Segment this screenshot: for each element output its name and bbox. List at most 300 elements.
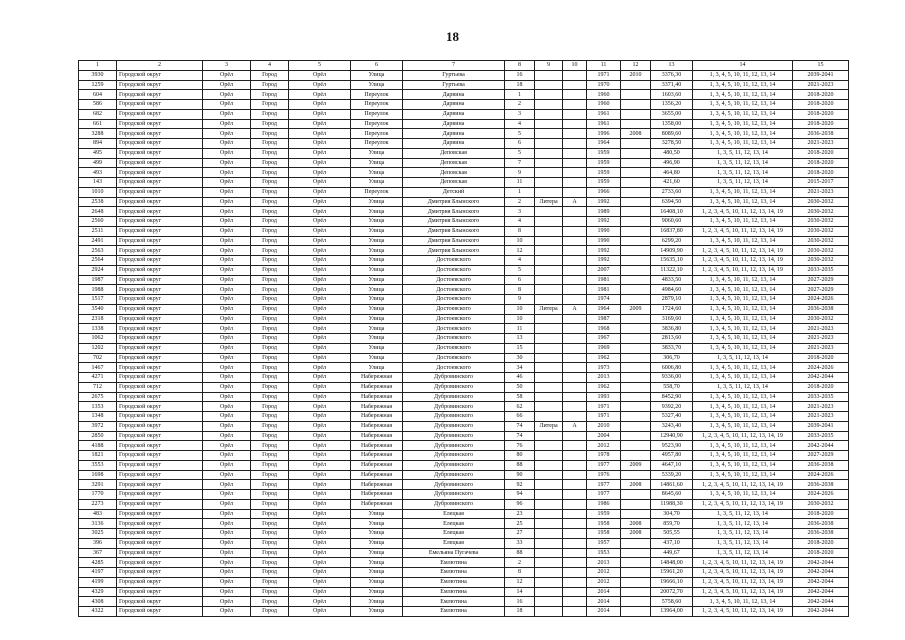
municipality-type-cell: Городской округ xyxy=(117,363,203,373)
municipality-cell: Орёл xyxy=(203,285,251,295)
letter-cell xyxy=(563,460,587,470)
letter-type-cell xyxy=(535,597,563,607)
repair-year-cell xyxy=(621,119,651,129)
street-name-cell: Детский xyxy=(403,187,505,197)
repair-period-cell: 2021-2023 xyxy=(793,80,849,90)
letter-type-cell xyxy=(535,519,563,529)
table-row xyxy=(79,460,849,470)
work-types-cell: 1, 2, 3, 4, 5, 10, 11, 12, 13, 14, 19 xyxy=(693,480,793,490)
letter-cell xyxy=(563,490,587,500)
build-year-cell: 1959 xyxy=(587,509,621,519)
repair-year-cell xyxy=(621,421,651,431)
repair-year-cell xyxy=(621,314,651,324)
record-id-cell: 586 xyxy=(79,100,117,110)
settlement-type-cell: Город xyxy=(251,119,289,129)
work-types-cell: 1, 3, 4, 5, 10, 11, 12, 13, 14 xyxy=(693,334,793,344)
street-name-cell: Емельяна Пугачева xyxy=(403,548,505,558)
letter-cell xyxy=(563,148,587,158)
work-types-cell: 1, 2, 3, 4, 5, 10, 11, 12, 13, 14, 19 xyxy=(693,207,793,217)
street-name-cell: Дарвина xyxy=(403,90,505,100)
street-type-cell: Улица xyxy=(351,256,403,266)
street-type-cell: Улица xyxy=(351,178,403,188)
house-number-cell: 74 xyxy=(505,421,535,431)
build-year-cell: 1992 xyxy=(587,197,621,207)
letter-cell xyxy=(563,509,587,519)
house-number-cell: 10 xyxy=(505,236,535,246)
work-types-cell: 1, 3, 4, 5, 10, 11, 12, 13, 14 xyxy=(693,80,793,90)
table-row xyxy=(79,70,849,80)
repair-year-cell xyxy=(621,109,651,119)
settlement-cell: Орёл xyxy=(289,568,351,578)
letter-cell xyxy=(563,70,587,80)
repair-period-cell: 2018-2020 xyxy=(793,100,849,110)
municipality-cell: Орёл xyxy=(203,275,251,285)
letter-type-cell xyxy=(535,148,563,158)
record-id-cell: 1010 xyxy=(79,187,117,197)
total-area-cell: 2733,60 xyxy=(651,187,693,197)
letter-cell xyxy=(563,519,587,529)
table-row xyxy=(79,577,849,587)
street-type-cell: Улица xyxy=(351,168,403,178)
municipality-type-cell: Городской округ xyxy=(117,509,203,519)
municipality-header: 3 xyxy=(203,61,251,71)
build-year-cell: 1961 xyxy=(587,109,621,119)
letter-type-cell xyxy=(535,373,563,383)
total-area-cell: 4833,50 xyxy=(651,275,693,285)
settlement-type-cell: Город xyxy=(251,148,289,158)
build-year-cell: 2014 xyxy=(587,597,621,607)
table-row xyxy=(79,285,849,295)
repair-period-cell: 2030-2032 xyxy=(793,236,849,246)
letter-type-cell xyxy=(535,324,563,334)
build-year-cell: 2012 xyxy=(587,577,621,587)
record-id-cell: 2538 xyxy=(79,197,117,207)
repair-year-cell xyxy=(621,139,651,149)
table-row xyxy=(79,480,849,490)
municipality-type-cell: Городской округ xyxy=(117,197,203,207)
build-year-cell: 1973 xyxy=(587,363,621,373)
settlement-cell: Орёл xyxy=(289,499,351,509)
street-name-cell: Дмитрия Блынского xyxy=(403,207,505,217)
repair-period-header: 15 xyxy=(793,61,849,71)
table-row xyxy=(79,490,849,500)
work-types-cell: 1, 3, 4, 5, 10, 11, 12, 13, 14 xyxy=(693,597,793,607)
table-row xyxy=(79,207,849,217)
repair-year-cell xyxy=(621,246,651,256)
street-name-cell: Дубровинского xyxy=(403,480,505,490)
work-types-cell: 1, 3, 5, 11, 12, 13, 14 xyxy=(693,353,793,363)
work-types-cell: 1, 3, 5, 11, 12, 13, 14 xyxy=(693,168,793,178)
street-type-cell: Улица xyxy=(351,217,403,227)
table-row xyxy=(79,363,849,373)
settlement-type-header: 4 xyxy=(251,61,289,71)
street-name-cell: Достоевского xyxy=(403,275,505,285)
total-area-cell: 306,70 xyxy=(651,353,693,363)
street-name-cell: Дмитрия Блынского xyxy=(403,217,505,227)
total-area-cell: 12940,90 xyxy=(651,431,693,441)
table-row xyxy=(79,324,849,334)
record-id-cell: 1202 xyxy=(79,343,117,353)
work-types-cell: 1, 3, 4, 5, 10, 11, 12, 13, 14 xyxy=(693,324,793,334)
build-year-cell: 1962 xyxy=(587,382,621,392)
municipality-type-cell: Городской округ xyxy=(117,538,203,548)
build-year-cell: 1989 xyxy=(587,207,621,217)
repair-year-cell xyxy=(621,451,651,461)
total-area-cell: 5327,40 xyxy=(651,412,693,422)
letter-cell xyxy=(563,109,587,119)
total-area-cell: 6299,20 xyxy=(651,236,693,246)
municipality-type-cell: Городской округ xyxy=(117,548,203,558)
table-row xyxy=(79,431,849,441)
settlement-cell: Орёл xyxy=(289,226,351,236)
total-area-cell: 2813,60 xyxy=(651,334,693,344)
letter-cell xyxy=(563,529,587,539)
municipality-cell: Орёл xyxy=(203,470,251,480)
settlement-type-cell: Город xyxy=(251,431,289,441)
street-type-cell: Набережная xyxy=(351,373,403,383)
repair-year-cell: 2008 xyxy=(621,529,651,539)
street-name-cell: Дубровинского xyxy=(403,460,505,470)
record-id-cell: 3553 xyxy=(79,460,117,470)
work-types-cell: 1, 2, 3, 4, 5, 10, 11, 12, 13, 14, 19 xyxy=(693,246,793,256)
letter-type-cell xyxy=(535,285,563,295)
street-type-cell: Набережная xyxy=(351,451,403,461)
build-year-cell: 1964 xyxy=(587,139,621,149)
letter-cell xyxy=(563,577,587,587)
settlement-type-cell: Город xyxy=(251,490,289,500)
letter-type-cell xyxy=(535,382,563,392)
street-name-cell: Дмитрия Блынского xyxy=(403,236,505,246)
settlement-cell: Орёл xyxy=(289,587,351,597)
letter-type-cell xyxy=(535,275,563,285)
settlement-cell: Орёл xyxy=(289,100,351,110)
municipality-type-cell: Городской округ xyxy=(117,480,203,490)
total-area-cell: 1358,00 xyxy=(651,119,693,129)
record-id-cell: 894 xyxy=(79,139,117,149)
municipality-cell: Орёл xyxy=(203,490,251,500)
build-year-cell: 1969 xyxy=(587,343,621,353)
build-year-cell: 1977 xyxy=(587,480,621,490)
repair-year-cell xyxy=(621,509,651,519)
total-area-cell: 15961,20 xyxy=(651,568,693,578)
house-number-cell: 11 xyxy=(505,178,535,188)
house-number-cell: 14 xyxy=(505,587,535,597)
municipality-type-cell: Городской округ xyxy=(117,412,203,422)
total-area-cell: 6394,50 xyxy=(651,197,693,207)
settlement-cell: Орёл xyxy=(289,343,351,353)
street-name-cell: Дарвина xyxy=(403,100,505,110)
street-name-cell: Елецкая xyxy=(403,509,505,519)
settlement-cell: Орёл xyxy=(289,256,351,266)
settlement-cell: Орёл xyxy=(289,558,351,568)
table-row xyxy=(79,343,849,353)
build-year-cell: 1990 xyxy=(587,226,621,236)
municipality-type-cell: Городской округ xyxy=(117,80,203,90)
municipality-cell: Орёл xyxy=(203,529,251,539)
table-row xyxy=(79,587,849,597)
total-area-cell: 16837,80 xyxy=(651,226,693,236)
settlement-type-cell: Город xyxy=(251,519,289,529)
build-year-cell: 2014 xyxy=(587,607,621,617)
street-type-cell: Набережная xyxy=(351,402,403,412)
record-id-cell: 483 xyxy=(79,509,117,519)
letter-cell xyxy=(563,129,587,139)
municipality-type-cell: Городской округ xyxy=(117,382,203,392)
record-id-cell: 2273 xyxy=(79,499,117,509)
letter-type-cell xyxy=(535,441,563,451)
build-year-cell: 1964 xyxy=(587,304,621,314)
street-type-cell: Улица xyxy=(351,70,403,80)
repair-period-cell: 2042-2044 xyxy=(793,441,849,451)
repair-period-cell: 2042-2044 xyxy=(793,568,849,578)
settlement-type-cell: Город xyxy=(251,392,289,402)
repair-period-cell: 2018-2020 xyxy=(793,148,849,158)
municipality-cell: Орёл xyxy=(203,402,251,412)
repair-year-cell xyxy=(621,256,651,266)
repair-period-cell: 2027-2029 xyxy=(793,451,849,461)
build-year-cell: 2010 xyxy=(587,421,621,431)
table-row xyxy=(79,178,849,188)
work-types-cell: 1, 3, 4, 5, 10, 11, 12, 13, 14 xyxy=(693,236,793,246)
letter-type-cell xyxy=(535,256,563,266)
build-year-cell: 2013 xyxy=(587,558,621,568)
street-type-cell: Улица xyxy=(351,568,403,578)
settlement-cell: Орёл xyxy=(289,207,351,217)
letter-cell xyxy=(563,499,587,509)
street-name-cell: Дарвина xyxy=(403,139,505,149)
municipality-type-cell: Городской округ xyxy=(117,226,203,236)
municipality-type-cell: Городской округ xyxy=(117,373,203,383)
street-type-cell: Набережная xyxy=(351,470,403,480)
work-types-cell: 1, 3, 5, 11, 12, 13, 14 xyxy=(693,158,793,168)
municipality-cell: Орёл xyxy=(203,324,251,334)
municipality-type-cell: Городской округ xyxy=(117,460,203,470)
street-type-cell: Улица xyxy=(351,304,403,314)
work-types-cell: 1, 3, 4, 5, 10, 11, 12, 13, 14 xyxy=(693,363,793,373)
letter-cell xyxy=(563,324,587,334)
table-row xyxy=(79,119,849,129)
municipality-type-cell: Городской округ xyxy=(117,158,203,168)
total-area-cell: 11988,30 xyxy=(651,499,693,509)
letter-cell xyxy=(563,451,587,461)
total-area-cell: 304,70 xyxy=(651,509,693,519)
build-year-cell: 1974 xyxy=(587,295,621,305)
street-type-cell: Набережная xyxy=(351,431,403,441)
record-id-cell: 1988 xyxy=(79,285,117,295)
total-area-cell: 1356,20 xyxy=(651,100,693,110)
build-year-cell: 1959 xyxy=(587,178,621,188)
settlement-type-cell: Город xyxy=(251,568,289,578)
build-year-cell: 1959 xyxy=(587,168,621,178)
repair-period-cell: 2015-2017 xyxy=(793,178,849,188)
settlement-cell: Орёл xyxy=(289,178,351,188)
build-year-cell: 2007 xyxy=(587,265,621,275)
work-types-cell: 1, 3, 4, 5, 10, 11, 12, 13, 14 xyxy=(693,187,793,197)
street-name-cell: Достоевского xyxy=(403,256,505,266)
letter-cell xyxy=(563,217,587,227)
total-area-cell: 3371,40 xyxy=(651,80,693,90)
total-area-cell: 505,55 xyxy=(651,529,693,539)
street-type-cell: Улица xyxy=(351,577,403,587)
total-area-cell: 3278,50 xyxy=(651,139,693,149)
settlement-type-cell: Город xyxy=(251,382,289,392)
repair-year-cell xyxy=(621,558,651,568)
street-name-cell: Емлютина xyxy=(403,568,505,578)
street-type-cell: Улица xyxy=(351,285,403,295)
letter-type-cell xyxy=(535,187,563,197)
settlement-type-cell: Город xyxy=(251,460,289,470)
repair-year-cell xyxy=(621,382,651,392)
settlement-type-cell: Город xyxy=(251,90,289,100)
municipality-cell: Орёл xyxy=(203,548,251,558)
street-name-cell: Гуртьева xyxy=(403,80,505,90)
work-types-cell: 1, 3, 4, 5, 10, 11, 12, 13, 14 xyxy=(693,460,793,470)
total-area-cell: 4984,60 xyxy=(651,285,693,295)
table-row xyxy=(79,90,849,100)
repair-year-cell xyxy=(621,373,651,383)
street-type-cell: Улица xyxy=(351,226,403,236)
municipality-cell: Орёл xyxy=(203,119,251,129)
letter-cell xyxy=(563,119,587,129)
letter-type-cell xyxy=(535,343,563,353)
settlement-cell: Орёл xyxy=(289,441,351,451)
record-id-header: 1 xyxy=(79,61,117,71)
table-row xyxy=(79,597,849,607)
letter-type-cell xyxy=(535,451,563,461)
settlement-cell: Орёл xyxy=(289,451,351,461)
repair-year-cell: 2008 xyxy=(621,480,651,490)
repair-period-cell: 2042-2044 xyxy=(793,558,849,568)
settlement-cell: Орёл xyxy=(289,304,351,314)
letter-cell xyxy=(563,382,587,392)
total-area-cell: 8645,60 xyxy=(651,490,693,500)
municipality-type-cell: Городской округ xyxy=(117,100,203,110)
street-name-cell: Дубровинского xyxy=(403,431,505,441)
total-area-cell: 3655,00 xyxy=(651,109,693,119)
municipality-type-cell: Городской округ xyxy=(117,304,203,314)
letter-cell xyxy=(563,226,587,236)
table-row xyxy=(79,217,849,227)
total-area-cell: 8089,60 xyxy=(651,129,693,139)
street-name-cell: Деповская xyxy=(403,168,505,178)
settlement-cell: Орёл xyxy=(289,421,351,431)
settlement-type-cell: Город xyxy=(251,178,289,188)
settlement-type-cell: Город xyxy=(251,197,289,207)
record-id-cell: 2564 xyxy=(79,256,117,266)
municipality-type-cell: Городской округ xyxy=(117,402,203,412)
build-year-cell: 1958 xyxy=(587,519,621,529)
table-row xyxy=(79,80,849,90)
municipality-cell: Орёл xyxy=(203,295,251,305)
settlement-type-cell: Город xyxy=(251,343,289,353)
street-name-cell: Елецкая xyxy=(403,538,505,548)
house-number-cell: 16 xyxy=(505,597,535,607)
house-number-cell: 18 xyxy=(505,80,535,90)
settlement-cell: Орёл xyxy=(289,460,351,470)
letter-type-cell xyxy=(535,265,563,275)
letter-type-cell: Литера xyxy=(535,421,563,431)
total-area-cell: 4957,80 xyxy=(651,451,693,461)
record-id-cell: 4188 xyxy=(79,441,117,451)
municipality-type-cell: Городской округ xyxy=(117,265,203,275)
municipality-cell: Орёл xyxy=(203,441,251,451)
build-year-cell: 1977 xyxy=(587,490,621,500)
build-year-cell: 1971 xyxy=(587,402,621,412)
work-types-cell: 1, 3, 4, 5, 10, 11, 12, 13, 14 xyxy=(693,197,793,207)
street-name-cell: Дмитрия Блынского xyxy=(403,226,505,236)
street-name-cell: Достоевского xyxy=(403,343,505,353)
total-area-cell: 9523,90 xyxy=(651,441,693,451)
house-number-cell: 74 xyxy=(505,431,535,441)
repair-year-cell xyxy=(621,577,651,587)
work-types-cell: 1, 3, 4, 5, 10, 11, 12, 13, 14 xyxy=(693,470,793,480)
letter-cell xyxy=(563,275,587,285)
repair-year-cell: 2009 xyxy=(621,460,651,470)
repair-period-cell: 2024-2026 xyxy=(793,295,849,305)
house-number-cell: 5 xyxy=(505,265,535,275)
street-name-cell: Дубровинского xyxy=(403,451,505,461)
build-year-cell: 2014 xyxy=(587,587,621,597)
repair-year-cell xyxy=(621,607,651,617)
settlement-type-cell: Город xyxy=(251,295,289,305)
settlement-cell: Орёл xyxy=(289,334,351,344)
municipality-type-cell: Городской округ xyxy=(117,353,203,363)
house-number-cell: 2 xyxy=(505,100,535,110)
municipality-cell: Орёл xyxy=(203,509,251,519)
house-number-cell: 46 xyxy=(505,373,535,383)
build-year-cell: 1959 xyxy=(587,148,621,158)
build-year-header: 11 xyxy=(587,61,621,71)
build-year-cell: 2012 xyxy=(587,568,621,578)
street-type-cell: Улица xyxy=(351,197,403,207)
repair-year-cell xyxy=(621,597,651,607)
street-type-cell: Улица xyxy=(351,265,403,275)
house-number-cell: 16 xyxy=(505,70,535,80)
street-type-cell: Улица xyxy=(351,275,403,285)
repair-period-cell: 2018-2020 xyxy=(793,382,849,392)
settlement-type-cell: Город xyxy=(251,499,289,509)
settlement-cell: Орёл xyxy=(289,129,351,139)
municipality-cell: Орёл xyxy=(203,577,251,587)
repair-period-cell: 2024-2026 xyxy=(793,470,849,480)
municipality-cell: Орёл xyxy=(203,334,251,344)
house-number-cell: 94 xyxy=(505,490,535,500)
street-type-cell: Улица xyxy=(351,148,403,158)
work-types-cell: 1, 2, 3, 4, 5, 10, 11, 12, 13, 14, 19 xyxy=(693,558,793,568)
settlement-cell: Орёл xyxy=(289,324,351,334)
municipality-type-cell: Городской округ xyxy=(117,343,203,353)
work-types-cell: 1, 3, 4, 5, 10, 11, 12, 13, 14 xyxy=(693,90,793,100)
municipality-type-cell: Городской округ xyxy=(117,295,203,305)
repair-year-cell: 2010 xyxy=(621,70,651,80)
build-year-cell: 1981 xyxy=(587,275,621,285)
municipality-type-cell: Городской округ xyxy=(117,421,203,431)
street-name-cell: Дубровинского xyxy=(403,392,505,402)
work-types-cell: 1, 3, 4, 5, 10, 11, 12, 13, 14 xyxy=(693,217,793,227)
settlement-cell: Орёл xyxy=(289,285,351,295)
total-area-cell: 480,50 xyxy=(651,148,693,158)
repair-year-cell xyxy=(621,363,651,373)
municipality-type-cell: Городской округ xyxy=(117,490,203,500)
record-id-cell: 702 xyxy=(79,353,117,363)
record-id-cell: 2560 xyxy=(79,217,117,227)
house-number-cell: 25 xyxy=(505,519,535,529)
letter-type-cell xyxy=(535,480,563,490)
municipality-cell: Орёл xyxy=(203,90,251,100)
settlement-cell: Орёл xyxy=(289,246,351,256)
record-id-cell: 396 xyxy=(79,538,117,548)
settlement-cell: Орёл xyxy=(289,314,351,324)
